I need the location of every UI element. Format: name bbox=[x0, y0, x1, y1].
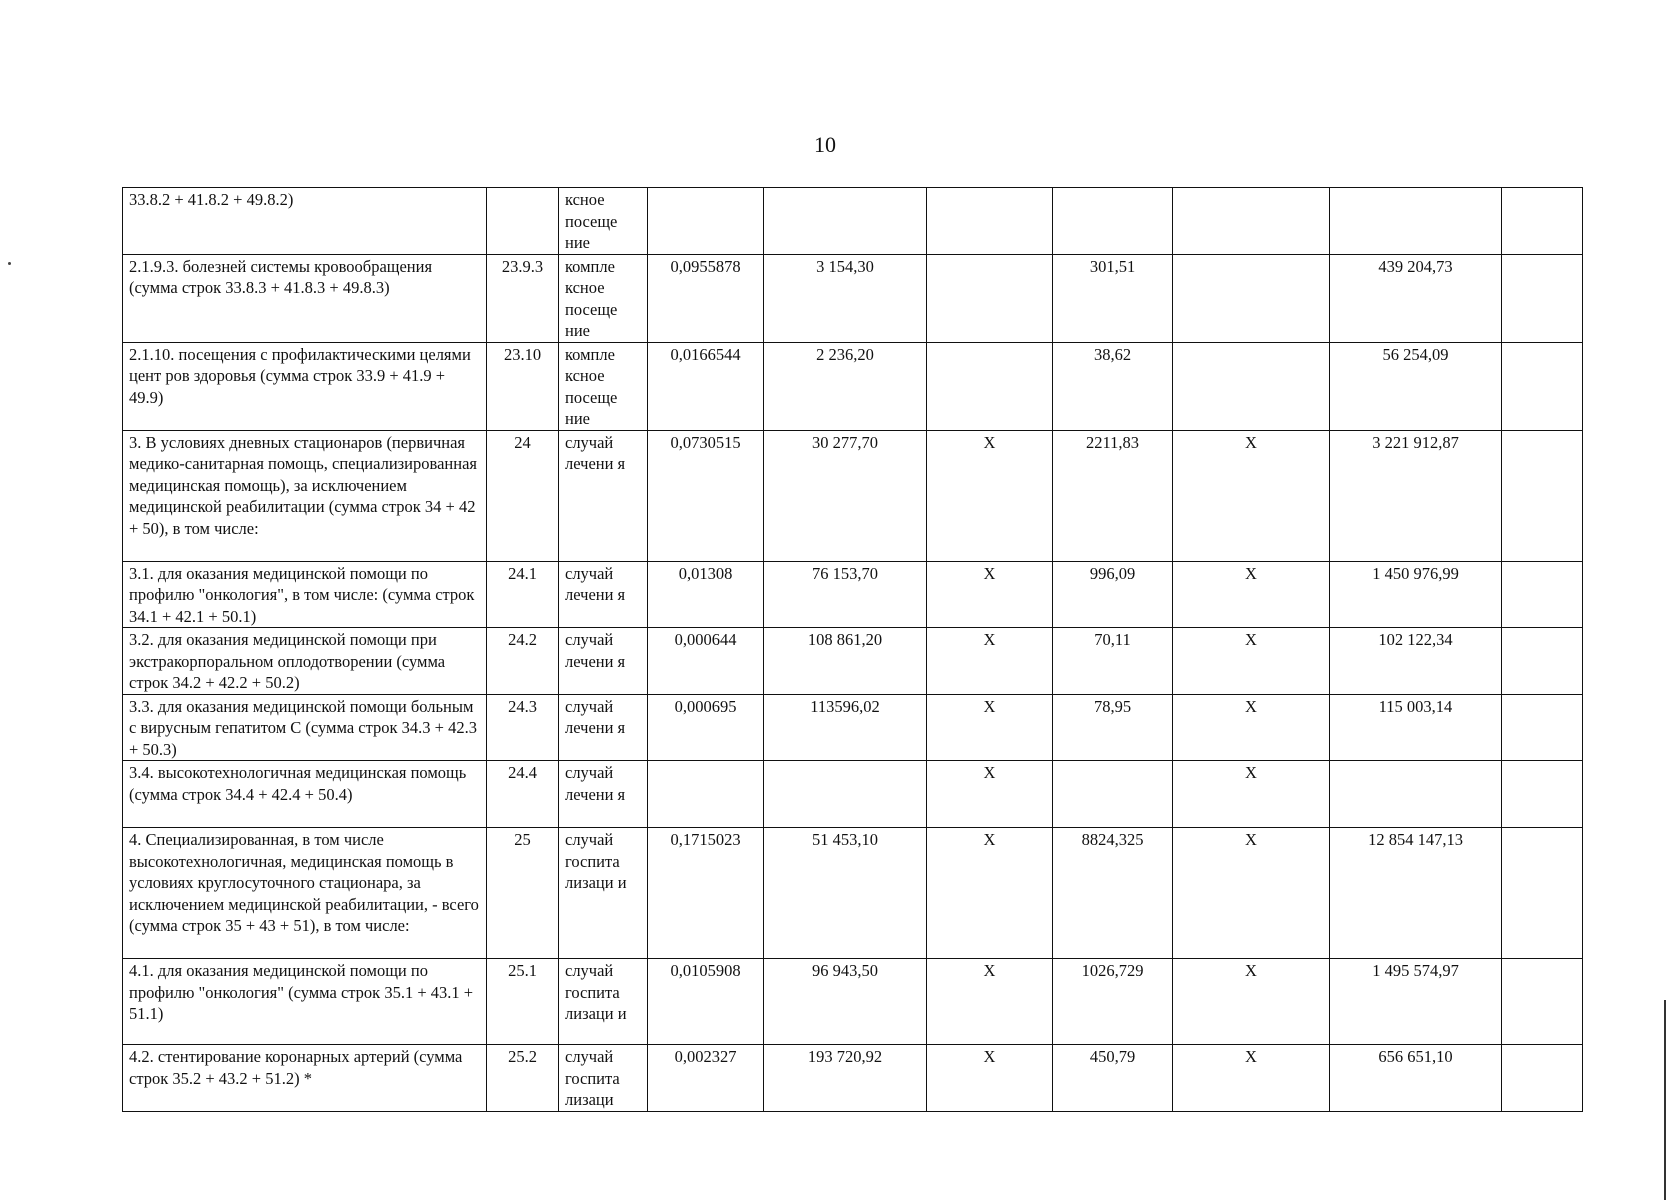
row-name-cell: 4.2. стентирование коронарных артерий (сумма строк 35.2 + 43.2 + 51.2) * bbox=[123, 1045, 487, 1112]
row-name-cell: 4. Специализированная, в том числе высокотехнологичная, медицинская помощь в условиях круглосуточного стационара, за исключением медицинской реабилитации, - всего (сумма строк 35 + 43 + 51), в том числе: bbox=[123, 828, 487, 959]
cost-cell bbox=[764, 761, 927, 828]
table-row bbox=[123, 1045, 1583, 1112]
per-capita-cell: 1026,729 bbox=[1053, 959, 1173, 1045]
coefficient-cell: 0,002327 bbox=[648, 1045, 764, 1112]
table-row bbox=[123, 188, 1583, 255]
column-10-cell bbox=[1502, 628, 1583, 695]
column-8-cell: X bbox=[1173, 430, 1330, 561]
per-capita-cell: 70,11 bbox=[1053, 628, 1173, 695]
row-code-cell bbox=[487, 188, 559, 255]
row-name-cell: 2.1.10. посещения с профилактическими целями цент ров здоровья (сумма строк 33.9 + 41.9 + 49.9) bbox=[123, 342, 487, 430]
total-cell: 1 495 574,97 bbox=[1330, 959, 1502, 1045]
column-10-cell bbox=[1502, 694, 1583, 761]
column-8-cell: X bbox=[1173, 694, 1330, 761]
row-name-cell: 4.1. для оказания медицинской помощи по профилю "онкология" (сумма строк 35.1 + 43.1 + 51.1) bbox=[123, 959, 487, 1045]
cost-cell: 51 453,10 bbox=[764, 828, 927, 959]
column-8-cell: X bbox=[1173, 761, 1330, 828]
column-6-cell: X bbox=[927, 761, 1053, 828]
row-unit-cell: компле ксное посеще ние bbox=[559, 342, 648, 430]
table-row bbox=[123, 761, 1583, 828]
table-row bbox=[123, 694, 1583, 761]
column-6-cell: X bbox=[927, 430, 1053, 561]
total-cell: 439 204,73 bbox=[1330, 254, 1502, 342]
scan-edge-line bbox=[1664, 1000, 1666, 1200]
cost-cell: 2 236,20 bbox=[764, 342, 927, 430]
row-name-cell: 3. В условиях дневных стационаров (первичная медико-санитарная помощь, специализированная медицинская помощь), за исключением медицинской реабилитации (сумма строк 34 + 42 + 50), в том числе: bbox=[123, 430, 487, 561]
table-row bbox=[123, 342, 1583, 430]
row-name-cell: 3.3. для оказания медицинской помощи больным с вирусным гепатитом С (сумма строк 34.3 + 42.3 + 50.3) bbox=[123, 694, 487, 761]
column-10-cell bbox=[1502, 959, 1583, 1045]
table-row bbox=[123, 628, 1583, 695]
cost-cell: 108 861,20 bbox=[764, 628, 927, 695]
column-6-cell bbox=[927, 188, 1053, 255]
cost-cell: 96 943,50 bbox=[764, 959, 927, 1045]
column-8-cell: X bbox=[1173, 628, 1330, 695]
row-code-cell: 25 bbox=[487, 828, 559, 959]
coefficient-cell bbox=[648, 188, 764, 255]
per-capita-cell: 450,79 bbox=[1053, 1045, 1173, 1112]
coefficient-cell: 0,000695 bbox=[648, 694, 764, 761]
table-row bbox=[123, 254, 1583, 342]
row-name-cell: 3.4. высокотехнологичная медицинская помощь (сумма строк 34.4 + 42.4 + 50.4) bbox=[123, 761, 487, 828]
scan-speck bbox=[8, 262, 11, 265]
cost-cell: 76 153,70 bbox=[764, 561, 927, 628]
column-6-cell bbox=[927, 342, 1053, 430]
row-code-cell: 23.9.3 bbox=[487, 254, 559, 342]
row-unit-cell: случай лечени я bbox=[559, 628, 648, 695]
table-row bbox=[123, 430, 1583, 561]
total-cell bbox=[1330, 761, 1502, 828]
row-unit-cell: ксное посеще ние bbox=[559, 188, 648, 255]
per-capita-cell bbox=[1053, 761, 1173, 828]
table-body bbox=[123, 188, 1583, 1112]
total-cell: 102 122,34 bbox=[1330, 628, 1502, 695]
coefficient-cell: 0,0955878 bbox=[648, 254, 764, 342]
coefficient-cell: 0,0730515 bbox=[648, 430, 764, 561]
per-capita-cell: 8824,325 bbox=[1053, 828, 1173, 959]
row-code-cell: 23.10 bbox=[487, 342, 559, 430]
column-6-cell: X bbox=[927, 628, 1053, 695]
per-capita-cell: 38,62 bbox=[1053, 342, 1173, 430]
row-unit-cell: случай лечени я bbox=[559, 561, 648, 628]
coefficient-cell: 0,1715023 bbox=[648, 828, 764, 959]
column-8-cell: X bbox=[1173, 1045, 1330, 1112]
page-number: 10 bbox=[814, 132, 836, 157]
data-table bbox=[122, 187, 1583, 1112]
column-8-cell: X bbox=[1173, 959, 1330, 1045]
coefficient-cell: 0,0166544 bbox=[648, 342, 764, 430]
total-cell: 115 003,14 bbox=[1330, 694, 1502, 761]
row-name-cell: 2.1.9.3. болезней системы кровообращения (сумма строк 33.8.3 + 41.8.3 + 49.8.3) bbox=[123, 254, 487, 342]
column-10-cell bbox=[1502, 342, 1583, 430]
column-6-cell: X bbox=[927, 959, 1053, 1045]
column-8-cell bbox=[1173, 188, 1330, 255]
per-capita-cell: 996,09 bbox=[1053, 561, 1173, 628]
column-8-cell: X bbox=[1173, 828, 1330, 959]
total-cell bbox=[1330, 188, 1502, 255]
coefficient-cell bbox=[648, 761, 764, 828]
row-name-cell: 3.2. для оказания медицинской помощи при экстракорпоральном оплодотворении (сумма строк 34.2 + 42.2 + 50.2) bbox=[123, 628, 487, 695]
total-cell: 56 254,09 bbox=[1330, 342, 1502, 430]
column-8-cell bbox=[1173, 254, 1330, 342]
column-10-cell bbox=[1502, 430, 1583, 561]
row-unit-cell: случай лечени я bbox=[559, 761, 648, 828]
column-6-cell bbox=[927, 254, 1053, 342]
per-capita-cell: 78,95 bbox=[1053, 694, 1173, 761]
cost-cell: 193 720,92 bbox=[764, 1045, 927, 1112]
per-capita-cell: 2211,83 bbox=[1053, 430, 1173, 561]
row-code-cell: 24.2 bbox=[487, 628, 559, 695]
cost-cell: 113596,02 bbox=[764, 694, 927, 761]
total-cell: 656 651,10 bbox=[1330, 1045, 1502, 1112]
table-row bbox=[123, 959, 1583, 1045]
row-unit-cell: компле ксное посеще ние bbox=[559, 254, 648, 342]
cost-cell: 3 154,30 bbox=[764, 254, 927, 342]
table-row bbox=[123, 561, 1583, 628]
row-code-cell: 25.1 bbox=[487, 959, 559, 1045]
row-name-cell: 3.1. для оказания медицинской помощи по профилю "онкология", в том числе: (сумма строк 34.1 + 42.1 + 50.1) bbox=[123, 561, 487, 628]
per-capita-cell: 301,51 bbox=[1053, 254, 1173, 342]
coefficient-cell: 0,01308 bbox=[648, 561, 764, 628]
column-10-cell bbox=[1502, 254, 1583, 342]
coefficient-cell: 0,0105908 bbox=[648, 959, 764, 1045]
row-unit-cell: случай госпита лизаци и bbox=[559, 828, 648, 959]
row-unit-cell: случай госпита лизаци bbox=[559, 1045, 648, 1112]
column-10-cell bbox=[1502, 188, 1583, 255]
column-6-cell: X bbox=[927, 561, 1053, 628]
row-unit-cell: случай лечени я bbox=[559, 430, 648, 561]
row-code-cell: 24 bbox=[487, 430, 559, 561]
row-code-cell: 24.3 bbox=[487, 694, 559, 761]
column-10-cell bbox=[1502, 761, 1583, 828]
total-cell: 12 854 147,13 bbox=[1330, 828, 1502, 959]
column-10-cell bbox=[1502, 561, 1583, 628]
column-8-cell bbox=[1173, 342, 1330, 430]
row-code-cell: 25.2 bbox=[487, 1045, 559, 1112]
coefficient-cell: 0,000644 bbox=[648, 628, 764, 695]
column-6-cell: X bbox=[927, 1045, 1053, 1112]
row-code-cell: 24.1 bbox=[487, 561, 559, 628]
row-unit-cell: случай лечени я bbox=[559, 694, 648, 761]
row-name-cell: 33.8.2 + 41.8.2 + 49.8.2) bbox=[123, 188, 487, 255]
total-cell: 3 221 912,87 bbox=[1330, 430, 1502, 561]
cost-cell bbox=[764, 188, 927, 255]
column-10-cell bbox=[1502, 1045, 1583, 1112]
table-row bbox=[123, 828, 1583, 959]
per-capita-cell bbox=[1053, 188, 1173, 255]
row-code-cell: 24.4 bbox=[487, 761, 559, 828]
cost-cell: 30 277,70 bbox=[764, 430, 927, 561]
column-8-cell: X bbox=[1173, 561, 1330, 628]
total-cell: 1 450 976,99 bbox=[1330, 561, 1502, 628]
row-unit-cell: случай госпита лизаци и bbox=[559, 959, 648, 1045]
column-10-cell bbox=[1502, 828, 1583, 959]
column-6-cell: X bbox=[927, 828, 1053, 959]
column-6-cell: X bbox=[927, 694, 1053, 761]
